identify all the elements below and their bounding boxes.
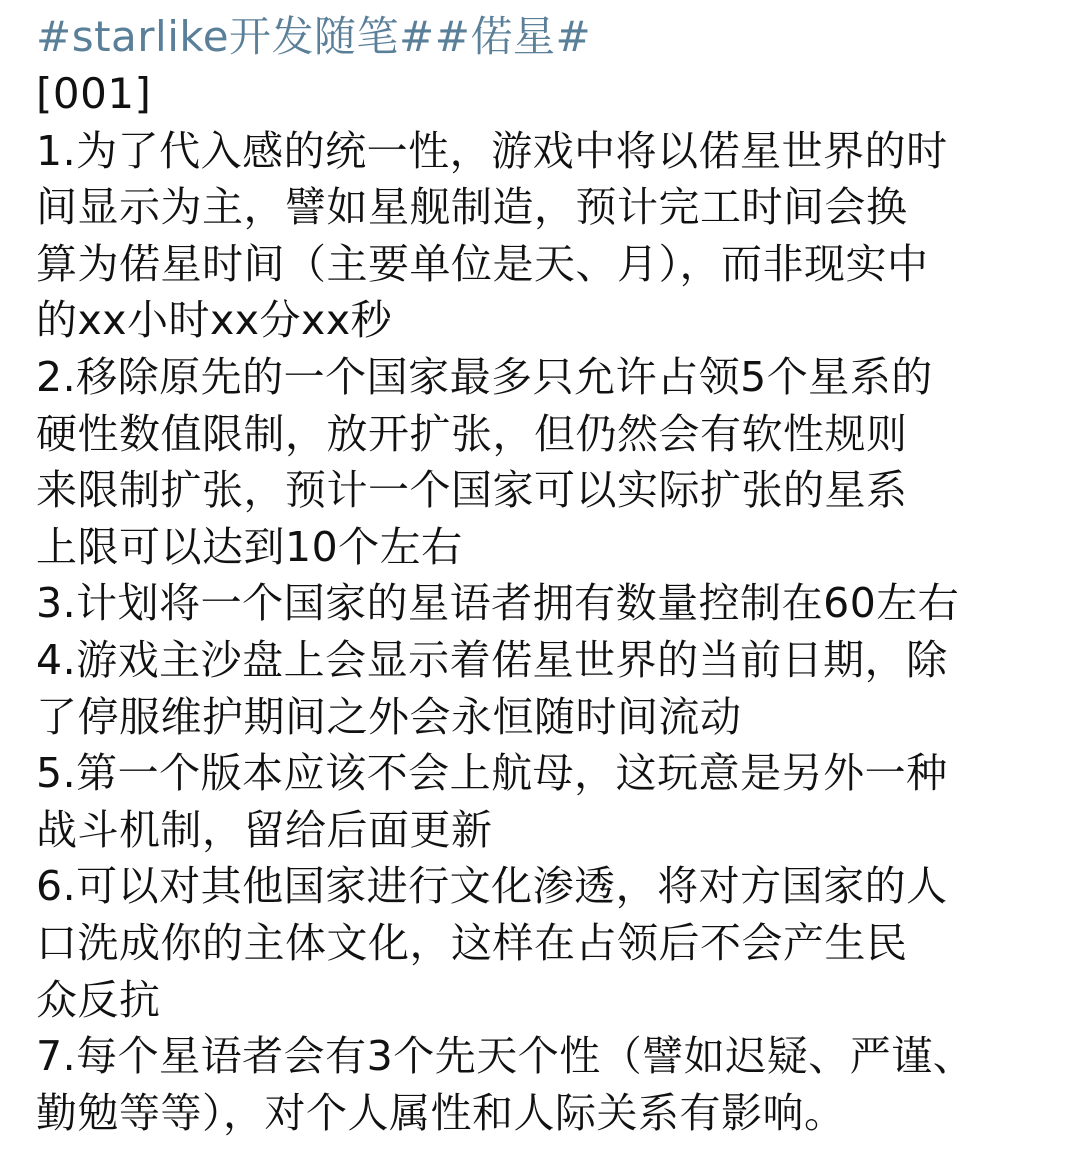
hashtag-ruoxing[interactable]: #偌星# [434, 12, 592, 61]
text-line: 3.计划将一个国家的星语者拥有数量控制在60左右 [36, 579, 960, 628]
text-line: 战斗机制，留给后面更新 [36, 805, 493, 854]
text-line: 5.第一个版本应该不会上航母，这玩意是另外一种 [36, 749, 948, 798]
text-line: 众反抗 [36, 975, 161, 1024]
text-line: 6.可以对其他国家进行文化渗透，将对方国家的人 [36, 862, 948, 911]
text-line: 上限可以达到10个左右 [36, 522, 463, 571]
text-line: 来限制扩张，预计一个国家可以实际扩张的星系 [36, 466, 908, 515]
hashtag-row [36, 8, 1046, 66]
text-line: 口洗成你的主体文化，这样在占领后不会产生民 [36, 918, 908, 967]
text-line: 7.每个星语者会有3个先天个性（譬如迟疑、严谨、 [36, 1032, 975, 1081]
post-number: [001] [36, 69, 152, 118]
text-line: 间显示为主，譬如星舰制造，预计完工时间会换 [36, 183, 908, 232]
text-line: 4.游戏主沙盘上会显示着偌星世界的当前日期，除 [36, 635, 948, 684]
text-line: 2.移除原先的一个国家最多只允许占领5个星系的 [36, 352, 933, 401]
text-line: 的xx小时xx分xx秒 [36, 296, 393, 345]
post-body [36, 8, 1046, 1141]
hashtag-starlike-dev-notes[interactable]: #starlike开发随笔# [36, 12, 435, 61]
text-line: 勤勉等等），对个人属性和人际关系有影响。 [36, 1088, 846, 1137]
text-line: 硬性数值限制，放开扩张，但仍然会有软性规则 [36, 409, 908, 458]
text-line: 1.为了代入感的统一性，游戏中将以偌星世界的时 [36, 126, 948, 175]
text-line: 了停服维护期间之外会永恒随时间流动 [36, 692, 742, 741]
text-line: 算为偌星时间（主要单位是天、月），而非现实中 [36, 239, 929, 288]
